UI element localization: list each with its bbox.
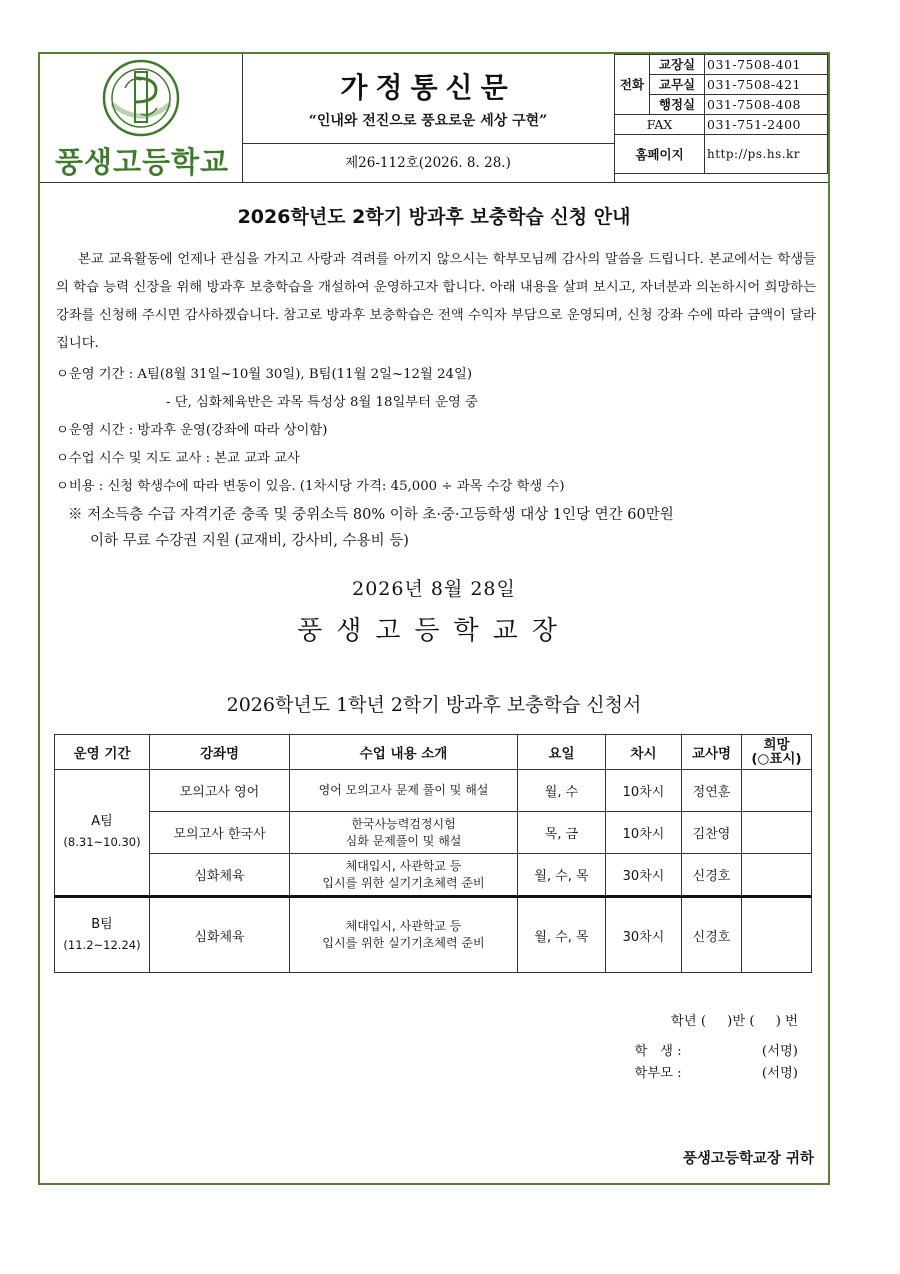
contact-value: 031-7508-401 [705, 55, 828, 75]
support-note [56, 502, 826, 554]
course-sessions: 10차시 [606, 812, 682, 854]
table-row [55, 897, 812, 973]
homepage-link[interactable]: http://ps.hs.kr [705, 135, 828, 174]
details-list [56, 362, 826, 554]
course-name: 모의고사 한국사 [150, 812, 290, 854]
title-cell [242, 54, 615, 182]
description-line: 한국사능력검정시험 [351, 816, 456, 831]
application-table [54, 734, 812, 973]
team-b-cell [55, 897, 150, 973]
course-days: 월, 수, 목 [518, 897, 606, 973]
table-header-row [55, 735, 812, 770]
issue-date: 2026년 8월 28일 [352, 578, 516, 600]
teacher-name: 신경호 [682, 854, 742, 897]
course-days: 월, 수 [518, 770, 606, 812]
grade-class-number-field[interactable]: 학년 ( )반 ( ) 번 [670, 1014, 798, 1029]
list-item: ㅇ운영 시간 : 방과후 운영(강좌에 따라 상이함) [56, 423, 328, 438]
hope-header-line: (○표시) [751, 751, 802, 767]
note-line: ※ 저소득층 수급 자격기준 충족 및 중위소득 80% 이하 초·중·고등학생 대상 1인당 연간 60만원 [68, 507, 674, 523]
principal-title: 풍생고등학교장 [297, 616, 571, 646]
contact-table [614, 54, 828, 182]
column-header: 운영 기간 [55, 735, 150, 770]
school-logo-cell [40, 54, 243, 182]
column-header: 차시 [606, 735, 682, 770]
fax-label: FAX [615, 115, 705, 135]
contact-label: 교무실 [650, 75, 705, 95]
course-name: 심화체육 [150, 854, 290, 897]
hope-checkbox-cell[interactable] [742, 812, 812, 854]
newsletter-title: 가정통신문 [340, 71, 516, 104]
document-title: 2026학년도 2학기 방과후 보충학습 신청 안내 [237, 206, 631, 228]
description-line: 체대입시, 사관학교 등 [345, 858, 462, 873]
course-sessions: 30차시 [606, 854, 682, 897]
note-line: 이하 무료 수강권 지원 (교재비, 강사비, 수용비 등) [90, 533, 409, 549]
homepage-label: 홈페이지 [615, 135, 705, 174]
team-period: (11.2~12.24) [63, 937, 141, 952]
table-row [55, 812, 812, 854]
school-motto: “인내와 전진으로 풍요로운 세상 구현” [308, 113, 548, 129]
intro-paragraph: 본교 교육활동에 언제나 관심을 가지고 사랑과 격려를 아끼지 않으시는 학부모님께 감사의 말씀을 드립니다. 본교에서는 학생들의 학습 능력 신장을 위해 방과후 보충학습을 개설하여 운영하고자 합니다. 아래 내용을 살펴 보시고, 자녀분과 의논하시어 희망하는 강좌를 신청해 주시면 감사하겠습니다. 참고로 방과후 보충학습은 전액 수익자 부담으로 운영되며, 신청 강좌 수에 따라 금액이 달라집니다. [56, 252, 816, 351]
contact-label: 교장실 [650, 55, 705, 75]
issue-number: 제26-112호(2026. 8. 28.) [242, 143, 614, 183]
school-name: 풍생고등학교 [54, 145, 230, 179]
column-header: 수업 내용 소개 [290, 735, 518, 770]
table-row [55, 770, 812, 812]
document-frame [38, 52, 830, 1185]
school-emblem-icon [98, 58, 184, 138]
application-form-title: 2026학년도 1학년 2학기 방과후 보충학습 신청서 [226, 694, 642, 716]
teacher-name: 신경호 [682, 897, 742, 973]
contact-label: 행정실 [650, 95, 705, 115]
course-description [290, 854, 518, 897]
course-sessions: 30차시 [606, 897, 682, 973]
teacher-name: 정연훈 [682, 770, 742, 812]
course-days: 목, 금 [518, 812, 606, 854]
fax-value: 031-751-2400 [705, 115, 828, 135]
course-description [290, 812, 518, 854]
course-name: 모의고사 영어 [150, 770, 290, 812]
addressee: 풍생고등학교장 귀하 [682, 1150, 814, 1167]
hope-header-line: 희망 [763, 737, 790, 753]
course-description [290, 770, 518, 812]
table-row [55, 854, 812, 897]
teacher-name: 김찬영 [682, 812, 742, 854]
contact-value: 031-7508-421 [705, 75, 828, 95]
course-days: 월, 수, 목 [518, 854, 606, 897]
letterhead [40, 54, 828, 183]
hope-checkbox-cell[interactable] [742, 854, 812, 897]
column-header: 요일 [518, 735, 606, 770]
column-header: 강좌명 [150, 735, 290, 770]
phone-label: 전화 [615, 55, 650, 115]
team-period: (8.31~10.30) [63, 835, 141, 849]
parent-signature-field[interactable]: 학부모 : (서명) [634, 1066, 798, 1081]
team-name: A팀 [91, 814, 113, 829]
team-a-cell [55, 770, 150, 897]
list-item: ㅇ수업 시수 및 지도 교사 : 본교 교과 교사 [56, 451, 300, 466]
contact-value: 031-7508-408 [705, 95, 828, 115]
description-line: 체대입시, 사관학교 등 [345, 919, 462, 933]
column-header: 교사명 [682, 735, 742, 770]
description-line: 영어 모의고사 문제 풀이 및 해설 [318, 783, 489, 797]
course-name: 심화체육 [150, 897, 290, 973]
course-description [290, 897, 518, 973]
list-item: ㅇ비용 : 신청 학생수에 따라 변동이 있음. (1차시당 가격: 45,000 ÷ 과목 수강 학생 수) [56, 479, 565, 494]
description-line: 입시를 위한 실기기초체력 준비 [322, 875, 485, 890]
course-sessions: 10차시 [606, 770, 682, 812]
description-line: 입시를 위한 실기기초체력 준비 [322, 936, 485, 950]
hope-checkbox-cell[interactable] [742, 897, 812, 973]
column-header-hope [742, 735, 812, 770]
hope-checkbox-cell[interactable] [742, 770, 812, 812]
student-signature-field[interactable]: 학 생 : (서명) [634, 1044, 798, 1059]
list-item: - 단, 심화체육반은 과목 특성상 8월 18일부터 운영 중 [166, 395, 478, 410]
description-line: 심화 문제풀이 및 해설 [345, 833, 462, 848]
list-item: ㅇ운영 기간 : A팀(8월 31일~10월 30일), B팀(11월 2일~12월 24일) [56, 367, 473, 382]
team-name: B팀 [91, 916, 113, 932]
